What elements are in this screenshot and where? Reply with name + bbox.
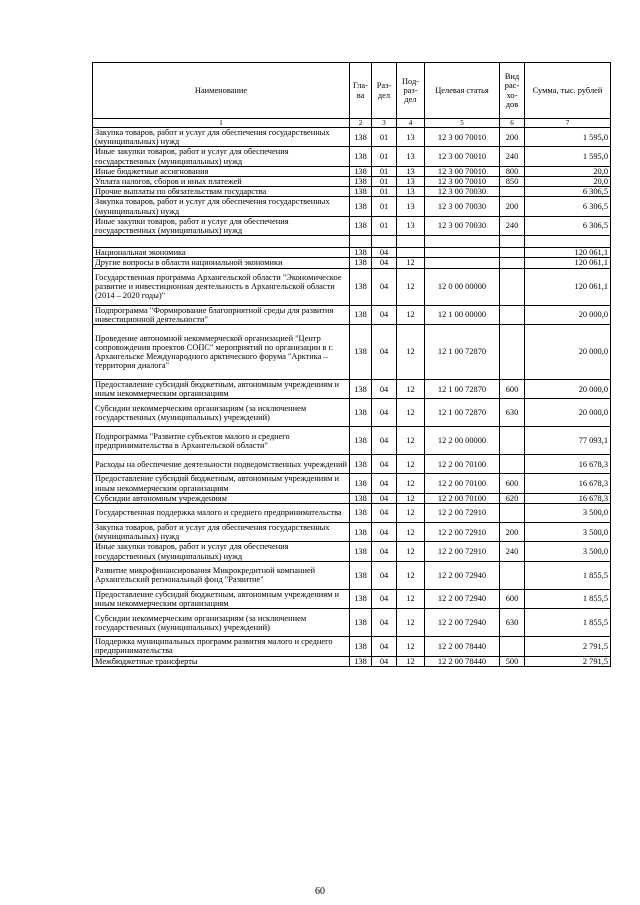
header-subsection: Под-раз-дел bbox=[397, 63, 425, 119]
row-amount: 6 306,5 bbox=[525, 187, 611, 197]
row-section: 04 bbox=[372, 637, 397, 656]
row-chapter bbox=[350, 236, 372, 248]
header-amount: Сумма, тыс. рублей bbox=[525, 63, 611, 119]
row-subsection: 12 bbox=[397, 455, 425, 474]
row-amount: 20 000,0 bbox=[525, 305, 611, 324]
row-name: Государственная программа Архангельской области "Экономическое развитие и инвестиционная деятельность в Архангельской области (2014 – 2020 годы)" bbox=[93, 268, 350, 305]
row-subsection: 12 bbox=[397, 637, 425, 656]
row-amount: 20 000,0 bbox=[525, 325, 611, 380]
row-target-item: 12 3 00 70010 bbox=[425, 177, 500, 187]
row-name: Иные закупки товаров, работ и услуг для обеспечения государственных (муниципальных) нужд bbox=[93, 147, 350, 166]
row-target-item: 12 3 00 70010 bbox=[425, 147, 500, 166]
row-name: Прочие выплаты по обязательствам государства bbox=[93, 187, 350, 197]
row-target-item: 12 2 00 78440 bbox=[425, 656, 500, 666]
row-expense-type bbox=[500, 637, 525, 656]
row-expense-type: 240 bbox=[500, 542, 525, 561]
row-amount: 77 093,1 bbox=[525, 427, 611, 455]
row-subsection: 12 bbox=[397, 258, 425, 268]
row-target-item: 12 1 00 00000 bbox=[425, 305, 500, 324]
row-chapter: 138 bbox=[350, 325, 372, 380]
table-row bbox=[93, 399, 611, 427]
row-section: 04 bbox=[372, 542, 397, 561]
row-chapter: 138 bbox=[350, 504, 372, 523]
table-row bbox=[93, 325, 611, 380]
row-target-item: 12 2 00 78440 bbox=[425, 637, 500, 656]
row-name: Иные бюджетные ассигнования bbox=[93, 166, 350, 176]
row-name: Субсидии некоммерческим организациям (за исключением государственных (муниципальных) учреждений) bbox=[93, 399, 350, 427]
row-name: Предоставление субсидий бюджетным, автономным учреждениям и иным некоммерческим организациям bbox=[93, 380, 350, 399]
table-body bbox=[93, 128, 611, 667]
row-expense-type bbox=[500, 305, 525, 324]
row-section: 01 bbox=[372, 128, 397, 147]
row-section: 04 bbox=[372, 248, 397, 258]
row-target-item: 12 3 00 70030 bbox=[425, 216, 500, 235]
row-subsection: 12 bbox=[397, 542, 425, 561]
row-target-item: 12 0 00 00000 bbox=[425, 268, 500, 305]
row-target-item: 12 2 00 72940 bbox=[425, 561, 500, 589]
row-chapter: 138 bbox=[350, 656, 372, 666]
row-expense-type bbox=[500, 504, 525, 523]
column-index-row bbox=[93, 119, 611, 128]
table-row bbox=[93, 542, 611, 561]
row-target-item: 12 2 00 00000 bbox=[425, 427, 500, 455]
row-subsection: 13 bbox=[397, 147, 425, 166]
row-expense-type bbox=[500, 258, 525, 268]
row-amount: 20 000,0 bbox=[525, 399, 611, 427]
row-target-item bbox=[425, 258, 500, 268]
row-subsection bbox=[397, 236, 425, 248]
row-name: Субсидии некоммерческим организациям (за исключением государственных (муниципальных) учреждений) bbox=[93, 609, 350, 637]
row-subsection: 13 bbox=[397, 187, 425, 197]
row-section: 04 bbox=[372, 561, 397, 589]
row-target-item: 12 2 00 72910 bbox=[425, 523, 500, 542]
row-target-item: 12 2 00 72910 bbox=[425, 542, 500, 561]
row-section: 04 bbox=[372, 399, 397, 427]
table-row bbox=[93, 177, 611, 187]
row-target-item: 12 3 00 70010 bbox=[425, 166, 500, 176]
header-target-item: Целевая статья bbox=[425, 63, 500, 119]
row-section: 01 bbox=[372, 166, 397, 176]
row-subsection: 12 bbox=[397, 305, 425, 324]
table-row bbox=[93, 656, 611, 666]
row-amount: 120 061,1 bbox=[525, 268, 611, 305]
row-expense-type: 600 bbox=[500, 589, 525, 608]
row-amount: 1 855,5 bbox=[525, 561, 611, 589]
row-chapter: 138 bbox=[350, 380, 372, 399]
row-section: 04 bbox=[372, 504, 397, 523]
row-expense-type: 200 bbox=[500, 128, 525, 147]
table-row bbox=[93, 609, 611, 637]
row-chapter: 138 bbox=[350, 166, 372, 176]
row-section: 04 bbox=[372, 589, 397, 608]
row-target-item: 12 2 00 70100 bbox=[425, 493, 500, 503]
row-section: 01 bbox=[372, 216, 397, 235]
row-subsection: 12 bbox=[397, 589, 425, 608]
table-row bbox=[93, 380, 611, 399]
row-amount: 1 595,0 bbox=[525, 147, 611, 166]
row-subsection: 13 bbox=[397, 166, 425, 176]
column-index: 5 bbox=[425, 119, 500, 128]
row-amount: 16 678,3 bbox=[525, 455, 611, 474]
row-section: 04 bbox=[372, 656, 397, 666]
row-chapter: 138 bbox=[350, 258, 372, 268]
row-name: Подпрограмма "Развитие субъектов малого и среднего предпринимательства в Архангельской области" bbox=[93, 427, 350, 455]
row-amount: 16 678,3 bbox=[525, 493, 611, 503]
row-section: 01 bbox=[372, 187, 397, 197]
row-chapter: 138 bbox=[350, 128, 372, 147]
table-row bbox=[93, 427, 611, 455]
table-row bbox=[93, 216, 611, 235]
row-chapter: 138 bbox=[350, 268, 372, 305]
row-amount: 3 500,0 bbox=[525, 523, 611, 542]
header-section: Раз-дел bbox=[372, 63, 397, 119]
row-name: Закупка товаров, работ и услуг для обеспечения государственных (муниципальных) нужд bbox=[93, 128, 350, 147]
row-subsection: 12 bbox=[397, 474, 425, 493]
row-chapter: 138 bbox=[350, 589, 372, 608]
row-name: Предоставление субсидий бюджетным, автономным учреждениям и иным некоммерческим организациям bbox=[93, 474, 350, 493]
row-expense-type: 630 bbox=[500, 609, 525, 637]
row-chapter: 138 bbox=[350, 427, 372, 455]
row-section: 04 bbox=[372, 427, 397, 455]
row-subsection: 12 bbox=[397, 380, 425, 399]
row-subsection: 12 bbox=[397, 561, 425, 589]
row-target-item: 12 1 00 72870 bbox=[425, 380, 500, 399]
row-subsection: 13 bbox=[397, 128, 425, 147]
table-row bbox=[93, 268, 611, 305]
row-subsection: 12 bbox=[397, 523, 425, 542]
row-subsection: 13 bbox=[397, 197, 425, 216]
row-target-item bbox=[425, 236, 500, 248]
row-expense-type: 240 bbox=[500, 147, 525, 166]
row-expense-type bbox=[500, 236, 525, 248]
row-section: 04 bbox=[372, 609, 397, 637]
column-index: 1 bbox=[93, 119, 350, 128]
row-expense-type bbox=[500, 561, 525, 589]
table-row bbox=[93, 589, 611, 608]
column-index: 7 bbox=[525, 119, 611, 128]
row-amount: 6 306,5 bbox=[525, 216, 611, 235]
row-section: 01 bbox=[372, 177, 397, 187]
row-amount: 3 500,0 bbox=[525, 504, 611, 523]
row-chapter: 138 bbox=[350, 493, 372, 503]
table-header-row bbox=[93, 63, 611, 119]
row-name: Межбюджетные трансферты bbox=[93, 656, 350, 666]
row-amount: 16 678,3 bbox=[525, 474, 611, 493]
row-chapter: 138 bbox=[350, 147, 372, 166]
row-expense-type: 630 bbox=[500, 399, 525, 427]
table-row bbox=[93, 147, 611, 166]
row-subsection: 12 bbox=[397, 399, 425, 427]
row-name: Поддержка муниципальных программ развития малого и среднего предпринимательства bbox=[93, 637, 350, 656]
column-index: 6 bbox=[500, 119, 525, 128]
row-expense-type bbox=[500, 187, 525, 197]
row-section: 04 bbox=[372, 325, 397, 380]
table-row bbox=[93, 637, 611, 656]
row-amount: 2 791,5 bbox=[525, 656, 611, 666]
row-target-item: 12 3 00 70010 bbox=[425, 128, 500, 147]
row-amount: 120 061,1 bbox=[525, 258, 611, 268]
table-row bbox=[93, 197, 611, 216]
row-target-item: 12 2 00 72940 bbox=[425, 589, 500, 608]
row-section bbox=[372, 236, 397, 248]
row-target-item: 12 3 00 70030 bbox=[425, 197, 500, 216]
row-section: 04 bbox=[372, 455, 397, 474]
header-expense-type: Вид рас-хо-дов bbox=[500, 63, 525, 119]
row-expense-type: 240 bbox=[500, 216, 525, 235]
row-expense-type: 200 bbox=[500, 523, 525, 542]
row-target-item: 12 1 00 72870 bbox=[425, 399, 500, 427]
row-section: 04 bbox=[372, 268, 397, 305]
row-expense-type: 800 bbox=[500, 166, 525, 176]
row-name: Государственная поддержка малого и среднего предпринимательства bbox=[93, 504, 350, 523]
row-chapter: 138 bbox=[350, 197, 372, 216]
row-target-item: 12 3 00 70030 bbox=[425, 187, 500, 197]
row-chapter: 138 bbox=[350, 177, 372, 187]
row-amount: 2 791,5 bbox=[525, 637, 611, 656]
row-target-item: 12 2 00 70100 bbox=[425, 474, 500, 493]
row-target-item: 12 1 00 72870 bbox=[425, 325, 500, 380]
table-row bbox=[93, 258, 611, 268]
row-expense-type: 620 bbox=[500, 493, 525, 503]
row-amount bbox=[525, 236, 611, 248]
column-index: 2 bbox=[350, 119, 372, 128]
table-row bbox=[93, 236, 611, 248]
row-chapter: 138 bbox=[350, 609, 372, 637]
row-chapter: 138 bbox=[350, 187, 372, 197]
row-expense-type bbox=[500, 325, 525, 380]
row-amount: 1 595,0 bbox=[525, 128, 611, 147]
row-expense-type: 850 bbox=[500, 177, 525, 187]
column-index: 4 bbox=[397, 119, 425, 128]
row-section: 01 bbox=[372, 197, 397, 216]
row-chapter: 138 bbox=[350, 561, 372, 589]
row-expense-type bbox=[500, 248, 525, 258]
row-chapter: 138 bbox=[350, 455, 372, 474]
row-target-item: 12 2 00 72940 bbox=[425, 609, 500, 637]
row-chapter: 138 bbox=[350, 399, 372, 427]
column-index: 3 bbox=[372, 119, 397, 128]
row-amount: 1 855,5 bbox=[525, 589, 611, 608]
row-expense-type bbox=[500, 268, 525, 305]
table-row bbox=[93, 504, 611, 523]
table-row bbox=[93, 561, 611, 589]
row-name: Уплата налогов, сборов и иных платежей bbox=[93, 177, 350, 187]
budget-table bbox=[92, 62, 611, 667]
row-subsection: 13 bbox=[397, 216, 425, 235]
row-chapter: 138 bbox=[350, 305, 372, 324]
row-section: 04 bbox=[372, 258, 397, 268]
table-row bbox=[93, 166, 611, 176]
row-section: 04 bbox=[372, 380, 397, 399]
table-row bbox=[93, 523, 611, 542]
row-expense-type bbox=[500, 427, 525, 455]
row-target-item: 12 2 00 70100 bbox=[425, 455, 500, 474]
row-expense-type: 500 bbox=[500, 656, 525, 666]
row-name bbox=[93, 236, 350, 248]
table-row bbox=[93, 305, 611, 324]
row-name: Национальная экономика bbox=[93, 248, 350, 258]
row-target-item bbox=[425, 248, 500, 258]
row-chapter: 138 bbox=[350, 248, 372, 258]
table-row bbox=[93, 248, 611, 258]
row-section: 04 bbox=[372, 523, 397, 542]
row-name: Другие вопросы в области национальной экономики bbox=[93, 258, 350, 268]
table-row bbox=[93, 493, 611, 503]
row-subsection bbox=[397, 248, 425, 258]
header-chapter: Гла-ва bbox=[350, 63, 372, 119]
row-amount: 20,0 bbox=[525, 177, 611, 187]
row-expense-type: 600 bbox=[500, 380, 525, 399]
row-subsection: 13 bbox=[397, 177, 425, 187]
row-expense-type bbox=[500, 455, 525, 474]
row-section: 04 bbox=[372, 493, 397, 503]
table-row bbox=[93, 474, 611, 493]
row-name: Расходы на обеспечение деятельности подведомственных учреждений bbox=[93, 455, 350, 474]
row-name: Иные закупки товаров, работ и услуг для обеспечения государственных (муниципальных) нужд bbox=[93, 216, 350, 235]
table-row bbox=[93, 455, 611, 474]
row-subsection: 12 bbox=[397, 609, 425, 637]
row-amount: 3 500,0 bbox=[525, 542, 611, 561]
row-chapter: 138 bbox=[350, 542, 372, 561]
header-name: Наименование bbox=[93, 63, 350, 119]
row-chapter: 138 bbox=[350, 637, 372, 656]
row-subsection: 12 bbox=[397, 504, 425, 523]
row-subsection: 12 bbox=[397, 268, 425, 305]
row-name: Подпрограмма "Формирование благоприятной среды для развития инвестиционной деятельности" bbox=[93, 305, 350, 324]
row-expense-type: 200 bbox=[500, 197, 525, 216]
row-subsection: 12 bbox=[397, 656, 425, 666]
row-chapter: 138 bbox=[350, 474, 372, 493]
row-name: Субсидии автономным учреждениям bbox=[93, 493, 350, 503]
row-section: 04 bbox=[372, 474, 397, 493]
row-expense-type: 600 bbox=[500, 474, 525, 493]
row-name: Предоставление субсидий бюджетным, автономным учреждениям и иным некоммерческим организациям bbox=[93, 589, 350, 608]
row-name: Иные закупки товаров, работ и услуг для обеспечения государственных (муниципальных) нужд bbox=[93, 542, 350, 561]
row-amount: 20,0 bbox=[525, 166, 611, 176]
row-subsection: 12 bbox=[397, 325, 425, 380]
row-subsection: 12 bbox=[397, 493, 425, 503]
row-name: Развитие микрофинансирования Микрокредитной компанией Архангельский региональный фонд "Развитие" bbox=[93, 561, 350, 589]
row-amount: 1 855,5 bbox=[525, 609, 611, 637]
table-row bbox=[93, 187, 611, 197]
row-name: Закупка товаров, работ и услуг для обеспечения государственных (муниципальных) нужд bbox=[93, 197, 350, 216]
row-amount: 20 000,0 bbox=[525, 380, 611, 399]
row-amount: 120 061,1 bbox=[525, 248, 611, 258]
row-amount: 6 306,5 bbox=[525, 197, 611, 216]
row-section: 04 bbox=[372, 305, 397, 324]
row-name: Закупка товаров, работ и услуг для обеспечения государственных (муниципальных) нужд bbox=[93, 523, 350, 542]
row-chapter: 138 bbox=[350, 523, 372, 542]
page-number: 60 bbox=[315, 886, 325, 897]
row-target-item: 12 2 00 72910 bbox=[425, 504, 500, 523]
row-name: Проведение автономной некоммерческой организацией "Центр сопровождения проектов СОПС" мероприятий по организации в г. Архангельске Международного арктического форума "Арктика – территория диалога" bbox=[93, 325, 350, 380]
table-row bbox=[93, 128, 611, 147]
row-section: 01 bbox=[372, 147, 397, 166]
row-subsection: 12 bbox=[397, 427, 425, 455]
row-chapter: 138 bbox=[350, 216, 372, 235]
